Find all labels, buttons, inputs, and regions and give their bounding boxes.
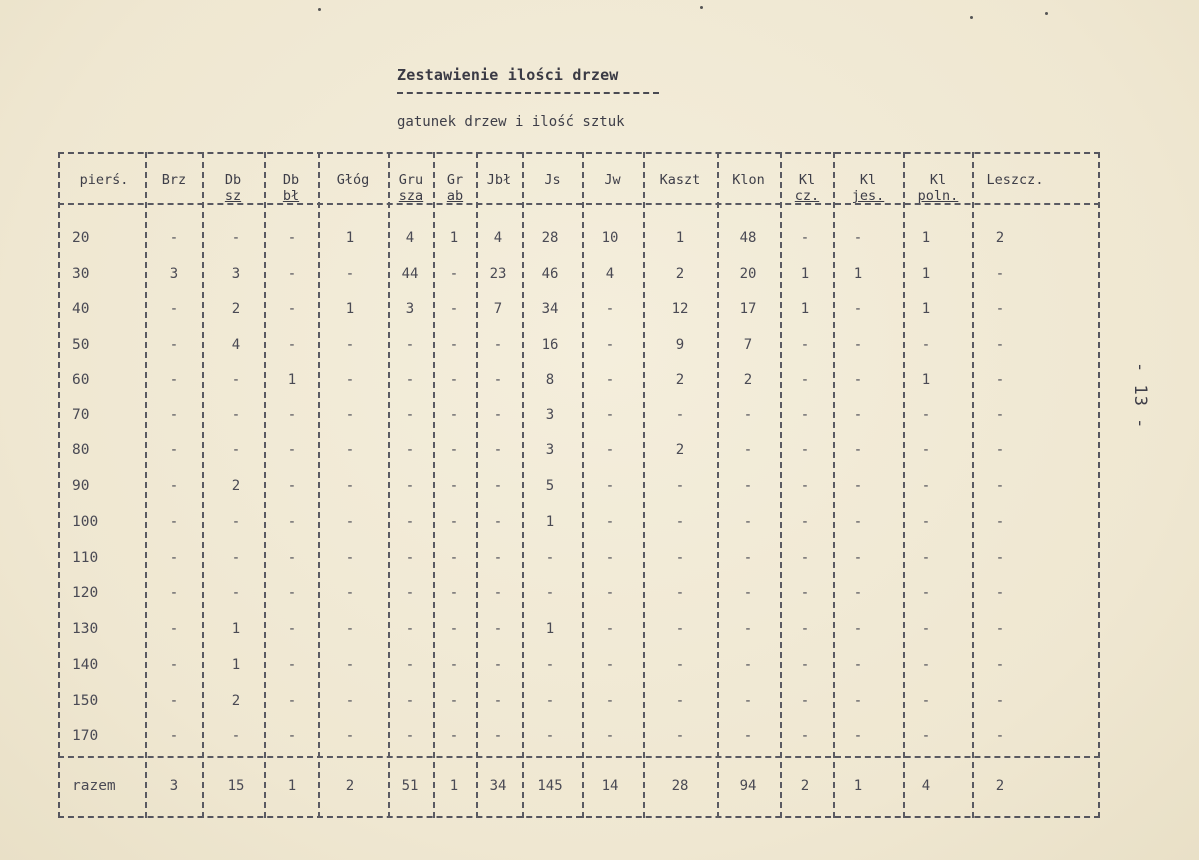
column-divider	[264, 152, 266, 818]
total-row-cell: 14	[601, 778, 619, 794]
table-row-cell: -	[675, 657, 685, 673]
table-row-cell: 12	[671, 301, 689, 317]
table-row-label: 140	[72, 657, 99, 673]
table-row-cell: -	[675, 585, 685, 601]
col-header-js: Js	[544, 172, 561, 188]
table-row-cell: -	[605, 514, 615, 530]
table-row-cell: -	[449, 442, 459, 458]
table-row-cell: 1	[921, 372, 931, 388]
table-row-cell: 2	[995, 230, 1005, 246]
table-row-cell: -	[605, 621, 615, 637]
table-row-cell: -	[921, 693, 931, 709]
col-header-kl-jes: Kl jes.	[851, 172, 885, 204]
table-row-cell: -	[449, 266, 459, 282]
table-row-cell: -	[605, 657, 615, 673]
table-row-cell: 1	[921, 266, 931, 282]
column-divider	[522, 152, 524, 818]
table-row-cell: -	[287, 621, 297, 637]
table-row-cell: -	[287, 301, 297, 317]
total-row-cell: 3	[169, 778, 179, 794]
table-row-cell: -	[287, 514, 297, 530]
table-row-cell: -	[345, 514, 355, 530]
table-row-cell: -	[545, 585, 555, 601]
table-row-cell: -	[449, 728, 459, 744]
table-row-cell: -	[169, 442, 179, 458]
table-row-cell: -	[449, 301, 459, 317]
table-row-cell: -	[345, 728, 355, 744]
total-row-label: razem	[72, 778, 116, 794]
table-row-cell: -	[605, 550, 615, 566]
table-row-cell: -	[605, 301, 615, 317]
table-row-cell: -	[675, 514, 685, 530]
table-row-cell: -	[675, 407, 685, 423]
table-row-cell: -	[921, 728, 931, 744]
table-row-cell: 1	[231, 621, 241, 637]
table-row-cell: -	[605, 407, 615, 423]
table-row-cell: -	[493, 728, 503, 744]
table-row-cell: -	[493, 478, 503, 494]
table-row-cell: 4	[405, 230, 415, 246]
table-row-cell: -	[995, 550, 1005, 566]
table-row-cell: -	[995, 514, 1005, 530]
table-row-cell: -	[853, 407, 863, 423]
table-row-cell: -	[345, 337, 355, 353]
table-row-cell: -	[853, 550, 863, 566]
table-row-cell: 7	[743, 337, 753, 353]
total-separator	[58, 756, 1100, 758]
table-row-cell: -	[345, 621, 355, 637]
column-divider	[582, 152, 584, 818]
table-row-cell: -	[287, 657, 297, 673]
table-row-cell: -	[605, 585, 615, 601]
table-row-cell: -	[345, 442, 355, 458]
title-underline	[397, 92, 659, 94]
table-row-cell: -	[605, 372, 615, 388]
table-row-cell: -	[231, 728, 241, 744]
table-row-cell: -	[853, 442, 863, 458]
table-row-cell: -	[743, 657, 753, 673]
table-row-cell: -	[231, 514, 241, 530]
table-row-cell: -	[169, 407, 179, 423]
table-row-cell: 4	[493, 230, 503, 246]
table-row-cell: -	[853, 514, 863, 530]
table-row-cell: 44	[401, 266, 419, 282]
table-row-label: 170	[72, 728, 99, 744]
table-row-cell: 2	[675, 372, 685, 388]
table-row-cell: -	[287, 478, 297, 494]
table-row-cell: -	[405, 337, 415, 353]
table-row-cell: -	[800, 657, 810, 673]
table-row-cell: -	[449, 372, 459, 388]
table-row-cell: 3	[545, 407, 555, 423]
table-row-cell: -	[800, 585, 810, 601]
table-row-cell: -	[921, 585, 931, 601]
table-row-cell: -	[743, 693, 753, 709]
table-row-label: 150	[72, 693, 99, 709]
total-row-cell: 2	[345, 778, 355, 794]
table-row-cell: -	[405, 728, 415, 744]
paper-speck	[318, 8, 321, 11]
col-header-jw: Jw	[604, 172, 621, 188]
table-row-cell: -	[853, 372, 863, 388]
table-row-label: 70	[72, 407, 90, 423]
col-header-klon: Klon	[732, 172, 765, 188]
table-row-cell: 3	[231, 266, 241, 282]
table-row-cell: -	[800, 478, 810, 494]
table-row-label: 20	[72, 230, 90, 246]
table-row-cell: -	[405, 585, 415, 601]
table-row-cell: -	[231, 230, 241, 246]
table-row-cell: -	[921, 657, 931, 673]
table-row-cell: -	[800, 514, 810, 530]
table-row-cell: -	[287, 693, 297, 709]
table-row-cell: -	[995, 478, 1005, 494]
column-divider	[717, 152, 719, 818]
col-header-grusza: Gru sza	[398, 172, 424, 204]
table-row-cell: -	[287, 230, 297, 246]
table-row-cell: -	[800, 407, 810, 423]
table-row-cell: 34	[541, 301, 559, 317]
table-row-cell: -	[493, 693, 503, 709]
table-row-cell: -	[169, 514, 179, 530]
table-row-cell: -	[995, 728, 1005, 744]
table-row-cell: -	[345, 407, 355, 423]
table-row-cell: 1	[545, 514, 555, 530]
table-row-cell: 23	[489, 266, 507, 282]
paper-speck	[1045, 12, 1048, 15]
table-row-cell: -	[169, 372, 179, 388]
table-row-cell: -	[743, 514, 753, 530]
table-row-cell: -	[995, 372, 1005, 388]
table-row-label: 80	[72, 442, 90, 458]
table-row-cell: 1	[345, 301, 355, 317]
col-header-kaszt: Kaszt	[659, 172, 701, 188]
paper-speck	[970, 16, 973, 19]
table-row-cell: -	[287, 550, 297, 566]
table-row-cell: -	[345, 478, 355, 494]
table-row-cell: -	[449, 478, 459, 494]
table-row-cell: -	[169, 550, 179, 566]
table-row-cell: 9	[675, 337, 685, 353]
paper-speck	[700, 6, 703, 9]
table-row-cell: -	[493, 514, 503, 530]
table-row-cell: 1	[545, 621, 555, 637]
table-row-cell: -	[675, 621, 685, 637]
table-row-cell: -	[169, 230, 179, 246]
table-row-cell: -	[921, 514, 931, 530]
table-row-label: 50	[72, 337, 90, 353]
table-row-cell: -	[345, 550, 355, 566]
table-row-cell: -	[345, 657, 355, 673]
col-header-diameter: pierś.	[79, 172, 129, 188]
table-row-cell: -	[169, 337, 179, 353]
col-header-grab: Gr ab	[446, 172, 464, 204]
col-header-leszcz: Leszcz.	[986, 172, 1044, 188]
table-row-cell: -	[405, 442, 415, 458]
table-row-cell: -	[545, 693, 555, 709]
table-row-cell: 20	[739, 266, 757, 282]
table-row-cell: -	[287, 585, 297, 601]
table-row-cell: -	[287, 728, 297, 744]
total-row-cell: 51	[401, 778, 419, 794]
table-row-cell: -	[545, 728, 555, 744]
table-row-cell: -	[800, 442, 810, 458]
table-row-cell: -	[605, 478, 615, 494]
table-row-cell: -	[995, 657, 1005, 673]
table-row-cell: -	[449, 693, 459, 709]
table-row-cell: -	[449, 550, 459, 566]
column-divider	[145, 152, 147, 818]
table-row-cell: 8	[545, 372, 555, 388]
document-title: Zestawienie ilości drzew	[397, 66, 619, 84]
table-row-cell: 1	[800, 266, 810, 282]
table-row-cell: -	[449, 514, 459, 530]
table-row-cell: -	[800, 337, 810, 353]
table-row-cell: -	[169, 693, 179, 709]
table-row-cell: -	[853, 478, 863, 494]
table-row-cell: -	[743, 442, 753, 458]
table-row-cell: -	[449, 407, 459, 423]
column-divider	[318, 152, 320, 818]
table-row-cell: -	[493, 372, 503, 388]
table-row-cell: 3	[545, 442, 555, 458]
table-row-cell: -	[345, 266, 355, 282]
total-row-cell: 94	[739, 778, 757, 794]
table-row-cell: -	[921, 337, 931, 353]
table-row-cell: -	[545, 657, 555, 673]
table-row-label: 130	[72, 621, 99, 637]
table-row-cell: -	[800, 372, 810, 388]
table-row-label: 30	[72, 266, 90, 282]
table-row-cell: -	[995, 301, 1005, 317]
table-row-cell: -	[169, 728, 179, 744]
table-row-cell: -	[675, 478, 685, 494]
table-row-cell: -	[743, 407, 753, 423]
total-row-cell: 15	[227, 778, 245, 794]
total-row-cell: 2	[995, 778, 1005, 794]
table-row-cell: -	[675, 728, 685, 744]
table-row-cell: -	[405, 657, 415, 673]
table-row-cell: 10	[601, 230, 619, 246]
table-row-cell: 28	[541, 230, 559, 246]
table-row-cell: 3	[169, 266, 179, 282]
table-row-cell: -	[287, 266, 297, 282]
table-row-cell: -	[287, 337, 297, 353]
table-row-cell: -	[493, 407, 503, 423]
table-row-cell: -	[995, 442, 1005, 458]
table-row-cell: -	[853, 657, 863, 673]
table-row-cell: 1	[921, 230, 931, 246]
table-row-cell: -	[231, 407, 241, 423]
table-row-cell: -	[743, 585, 753, 601]
table-row-cell: -	[675, 693, 685, 709]
document-subtitle: gatunek drzew i ilość sztuk	[397, 114, 625, 130]
table-row-cell: -	[345, 372, 355, 388]
table-row-cell: -	[605, 442, 615, 458]
table-row-cell: 2	[231, 478, 241, 494]
total-row-cell: 1	[287, 778, 297, 794]
table-row-cell: -	[800, 693, 810, 709]
column-divider	[202, 152, 204, 818]
table-row-cell: -	[605, 728, 615, 744]
table-row-cell: -	[449, 337, 459, 353]
page-number: - 13 -	[1130, 362, 1150, 430]
table-row-cell: -	[405, 693, 415, 709]
table-row-cell: -	[605, 337, 615, 353]
table-row-cell: -	[287, 407, 297, 423]
table-row-cell: -	[493, 337, 503, 353]
table-row-cell: 7	[493, 301, 503, 317]
total-row-cell: 1	[449, 778, 459, 794]
table-row-cell: 1	[675, 230, 685, 246]
table-row-cell: -	[493, 550, 503, 566]
table-row-label: 110	[72, 550, 99, 566]
total-row-cell: 2	[800, 778, 810, 794]
table-row-cell: -	[493, 442, 503, 458]
total-row-cell: 28	[671, 778, 689, 794]
table-row-cell: -	[853, 585, 863, 601]
table-row-cell: -	[449, 585, 459, 601]
table-row-cell: -	[853, 693, 863, 709]
table-row-cell: -	[345, 585, 355, 601]
table-row-cell: -	[169, 657, 179, 673]
table-row-cell: 46	[541, 266, 559, 282]
column-divider	[643, 152, 645, 818]
total-row-cell: 34	[489, 778, 507, 794]
table-row-cell: 4	[231, 337, 241, 353]
col-header-brz: Brz	[161, 172, 187, 188]
col-header-jbl: Jbł	[486, 172, 512, 188]
table-row-cell: -	[743, 550, 753, 566]
table-row-cell: 4	[605, 266, 615, 282]
table-row-cell: -	[743, 621, 753, 637]
table-row-cell: -	[405, 621, 415, 637]
table-row-cell: -	[169, 621, 179, 637]
table-row-cell: 16	[541, 337, 559, 353]
table-row-cell: -	[675, 550, 685, 566]
col-header-glog: Głóg	[336, 172, 370, 188]
col-header-db-sz: Db sz	[224, 172, 242, 204]
col-header-kl-cz: Kl cz.	[794, 172, 820, 204]
table-row-cell: -	[853, 728, 863, 744]
table-row-cell: 2	[231, 301, 241, 317]
table-row-cell: -	[231, 585, 241, 601]
table-row-cell: -	[545, 550, 555, 566]
table-row-cell: -	[169, 585, 179, 601]
table-row-cell: -	[493, 585, 503, 601]
table-row-cell: -	[493, 657, 503, 673]
table-row-cell: 2	[231, 693, 241, 709]
table-row-cell: -	[853, 301, 863, 317]
table-row-cell: -	[231, 372, 241, 388]
table-row-cell: 3	[405, 301, 415, 317]
table-row-cell: -	[231, 550, 241, 566]
table-row-cell: -	[605, 693, 615, 709]
table-row-cell: 17	[739, 301, 757, 317]
col-header-kl-poln: Kl poln.	[917, 172, 959, 204]
table-row-label: 40	[72, 301, 90, 317]
col-header-db-bl: Db bł	[282, 172, 300, 204]
table-row-cell: -	[405, 372, 415, 388]
table-row-cell: 2	[743, 372, 753, 388]
table-row-cell: -	[743, 478, 753, 494]
table-row-cell: -	[921, 407, 931, 423]
table-row-cell: -	[405, 550, 415, 566]
table-row-cell: -	[800, 230, 810, 246]
table-row-cell: -	[921, 550, 931, 566]
table-row-cell: -	[853, 230, 863, 246]
table-row-cell: -	[449, 621, 459, 637]
table-row-cell: -	[853, 337, 863, 353]
table-row-cell: -	[449, 657, 459, 673]
table-row-cell: -	[995, 693, 1005, 709]
table-row-cell: 5	[545, 478, 555, 494]
table-row-cell: 1	[287, 372, 297, 388]
table-row-cell: -	[995, 266, 1005, 282]
table-row-cell: -	[800, 728, 810, 744]
table-row-cell: 2	[675, 442, 685, 458]
table-row-cell: -	[405, 407, 415, 423]
table-row-cell: -	[853, 621, 863, 637]
table-row-cell: -	[995, 621, 1005, 637]
table-row-cell: -	[169, 478, 179, 494]
table-row-cell: -	[995, 337, 1005, 353]
table-row-cell: -	[287, 442, 297, 458]
table-row-cell: -	[995, 407, 1005, 423]
total-row-cell: 4	[921, 778, 931, 794]
table-row-cell: 1	[853, 266, 863, 282]
total-row-cell: 145	[537, 778, 563, 794]
table-row-cell: -	[800, 550, 810, 566]
table-row-cell: -	[800, 621, 810, 637]
table-row-cell: 1	[345, 230, 355, 246]
table-row-label: 100	[72, 514, 99, 530]
table-row-cell: -	[493, 621, 503, 637]
table-row-cell: 2	[675, 266, 685, 282]
table-row-cell: -	[995, 585, 1005, 601]
table-row-cell: -	[231, 442, 241, 458]
table-row-cell: -	[405, 514, 415, 530]
table-row-cell: -	[743, 728, 753, 744]
total-row-cell: 1	[853, 778, 863, 794]
table-row-cell: -	[169, 301, 179, 317]
table-row-cell: -	[345, 693, 355, 709]
table-row-cell: -	[405, 478, 415, 494]
table-row-cell: 1	[449, 230, 459, 246]
table-row-cell: 48	[739, 230, 757, 246]
column-divider	[972, 152, 974, 818]
table-row-cell: 1	[231, 657, 241, 673]
table-row-cell: 1	[800, 301, 810, 317]
table-row-label: 60	[72, 372, 90, 388]
table-row-label: 120	[72, 585, 99, 601]
table-row-cell: -	[921, 442, 931, 458]
table-row-label: 90	[72, 478, 90, 494]
table-row-cell: -	[921, 621, 931, 637]
table-row-cell: -	[921, 478, 931, 494]
table-row-cell: 1	[921, 301, 931, 317]
